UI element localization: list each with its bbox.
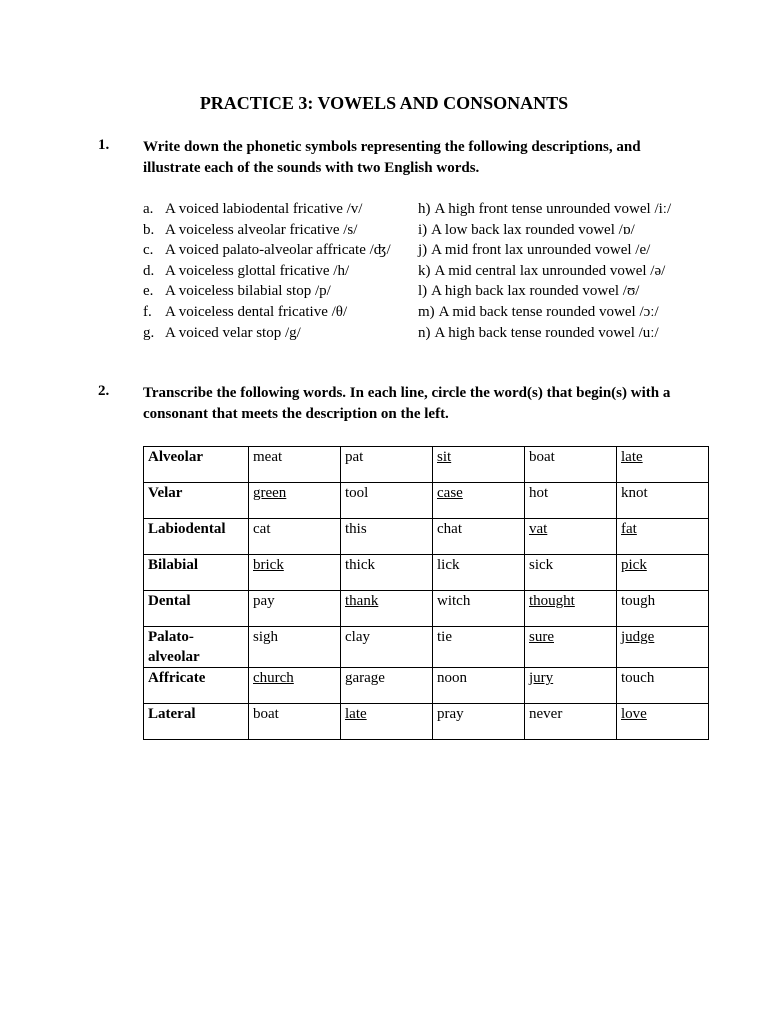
table-row (144, 704, 709, 740)
item-label: a. (143, 201, 154, 217)
item-label: b. (143, 221, 155, 238)
item-text: A mid back tense rounded vowel /ɔː/ (438, 303, 659, 320)
word-cell (525, 627, 617, 668)
list-item (143, 261, 413, 282)
list-item (143, 302, 413, 323)
word-cell (617, 668, 709, 704)
word-cell (433, 704, 525, 740)
word-cell (433, 555, 525, 591)
underlined-word: sure (529, 629, 554, 645)
word-cell (249, 519, 341, 555)
list-item (418, 323, 718, 344)
item-label: f. (143, 303, 152, 320)
item-label: i) (418, 221, 428, 238)
word: this (345, 521, 367, 537)
word-cell (341, 591, 433, 627)
word-cell (341, 483, 433, 519)
table-row (144, 668, 709, 704)
list-item (143, 220, 413, 241)
underlined-word: green (253, 485, 287, 501)
item-text: A high back lax rounded vowel /ʊ/ (431, 283, 640, 300)
word-cell (433, 627, 525, 668)
item-label: g. (143, 324, 155, 341)
list-item (143, 281, 413, 302)
table-row (144, 591, 709, 627)
word-cell (433, 519, 525, 555)
underlined-word: judge (621, 629, 655, 645)
row-header: Lateral (144, 704, 249, 740)
list-item (418, 302, 718, 323)
item-text: A high front tense unrounded vowel /iː/ (434, 201, 672, 217)
word-cell (617, 483, 709, 519)
word-cell (617, 627, 709, 668)
row-header: Bilabial (144, 555, 249, 591)
word-cell (249, 627, 341, 668)
word: hot (529, 485, 549, 501)
word-cell (525, 555, 617, 591)
word-cell (433, 483, 525, 519)
word-cell (525, 591, 617, 627)
table-row (144, 447, 709, 483)
underlined-word: late (345, 706, 367, 722)
word: cat (253, 521, 271, 537)
underlined-word: case (437, 485, 463, 501)
word-cell (249, 483, 341, 519)
word-cell (525, 483, 617, 519)
item-text: A voiceless alveolar fricative /s/ (165, 221, 358, 238)
word-cell (525, 668, 617, 704)
word-cell (433, 447, 525, 483)
underlined-word: jury (529, 670, 554, 686)
table-row (144, 519, 709, 555)
list-item (418, 240, 718, 261)
word-cell (433, 591, 525, 627)
item-text: A voiceless dental fricative /θ/ (165, 303, 348, 320)
word: tie (437, 629, 452, 645)
word: garage (345, 670, 385, 686)
question-text: Write down the phonetic symbols representing the following descriptions, and illustrate each of the sounds with two English words. (143, 139, 641, 176)
row-header: Velar (144, 483, 249, 519)
row-header: Alveolar (144, 447, 249, 483)
word: boat (253, 706, 279, 722)
word: tough (621, 593, 656, 609)
word: meat (253, 449, 283, 465)
word-cell (341, 555, 433, 591)
page-title: PRACTICE 3: VOWELS AND CONSONANTS (199, 93, 569, 113)
word: sigh (253, 629, 279, 645)
item-text: A voiceless bilabial stop /p/ (165, 283, 331, 300)
underlined-word: thank (345, 593, 379, 609)
underlined-word: late (621, 449, 643, 465)
word-cell (525, 704, 617, 740)
underlined-word: pick (621, 557, 647, 573)
word-cell (249, 555, 341, 591)
item-text: A voiceless glottal fricative /h/ (165, 262, 350, 279)
consonant-words-table (143, 446, 709, 740)
word: chat (437, 521, 462, 537)
item-label: e. (143, 283, 154, 300)
item-label: k) (418, 262, 431, 279)
row-header: Dental (144, 591, 249, 627)
word-cell (341, 447, 433, 483)
table-row (144, 483, 709, 519)
word: touch (621, 670, 655, 686)
word: pat (345, 449, 364, 465)
word: pray (437, 706, 464, 722)
item-label: j) (418, 242, 428, 259)
item-label: l) (418, 283, 428, 300)
row-header: Affricate (144, 668, 249, 704)
word-cell (617, 447, 709, 483)
list-item (143, 323, 413, 344)
word-cell (249, 704, 341, 740)
word-cell (617, 555, 709, 591)
list-item (143, 240, 413, 261)
underlined-word: fat (621, 521, 637, 537)
word: thick (345, 557, 375, 573)
word: tool (345, 485, 369, 501)
item-text: A mid front lax unrounded vowel /e/ (431, 242, 651, 259)
word: boat (529, 449, 555, 465)
item-text: A voiced velar stop /g/ (165, 324, 301, 341)
list-item (418, 220, 718, 241)
word-cell (433, 668, 525, 704)
item-text: A voiced labiodental fricative /v/ (165, 201, 363, 217)
item-label: h) (418, 201, 431, 217)
word-cell (249, 591, 341, 627)
underlined-word: sit (437, 449, 452, 465)
list-item (418, 199, 718, 220)
word-cell (617, 591, 709, 627)
word-cell (617, 519, 709, 555)
item-label: c. (143, 242, 154, 259)
item-label: d. (143, 262, 155, 279)
word-cell (525, 519, 617, 555)
underlined-word: thought (529, 593, 575, 609)
word-cell (525, 447, 617, 483)
item-text: A voiced palato-alveolar affricate /ʤ/ (165, 242, 391, 259)
row-header: Labiodental (144, 519, 249, 555)
word: knot (621, 485, 648, 501)
question-text: Transcribe the following words. In each line, circle the word(s) that begin(s) with a consonant that meets the description on the left. (143, 385, 671, 422)
question-number: 2. (98, 383, 110, 399)
table-row (144, 627, 709, 668)
underlined-word: brick (253, 557, 284, 573)
word-cell (617, 704, 709, 740)
list-item (418, 261, 718, 282)
word: witch (437, 593, 471, 609)
item-text: A low back lax rounded vowel /ɒ/ (431, 221, 635, 238)
word-cell (249, 447, 341, 483)
word-cell (341, 668, 433, 704)
consonant-descriptions-list (143, 199, 413, 343)
item-label: m) (418, 303, 435, 320)
word: lick (437, 557, 460, 573)
vowel-descriptions-list (418, 199, 718, 343)
word: clay (345, 629, 370, 645)
word: pay (253, 593, 275, 609)
question-number: 1. (98, 137, 110, 153)
table-row (144, 555, 709, 591)
underlined-word: vat (529, 521, 548, 537)
word-cell (341, 519, 433, 555)
list-item (418, 281, 718, 302)
word-cell (341, 627, 433, 668)
underlined-word: church (253, 670, 294, 686)
word: noon (437, 670, 467, 686)
word: never (529, 706, 563, 722)
word-cell (249, 668, 341, 704)
item-text: A mid central lax unrounded vowel /ə/ (434, 262, 666, 279)
row-header: Palato-alveolar (144, 627, 249, 668)
list-item (143, 199, 413, 220)
word: sick (529, 557, 554, 573)
item-label: n) (418, 324, 431, 341)
underlined-word: love (621, 706, 647, 722)
word-cell (341, 704, 433, 740)
item-text: A high back tense rounded vowel /uː/ (434, 324, 659, 341)
